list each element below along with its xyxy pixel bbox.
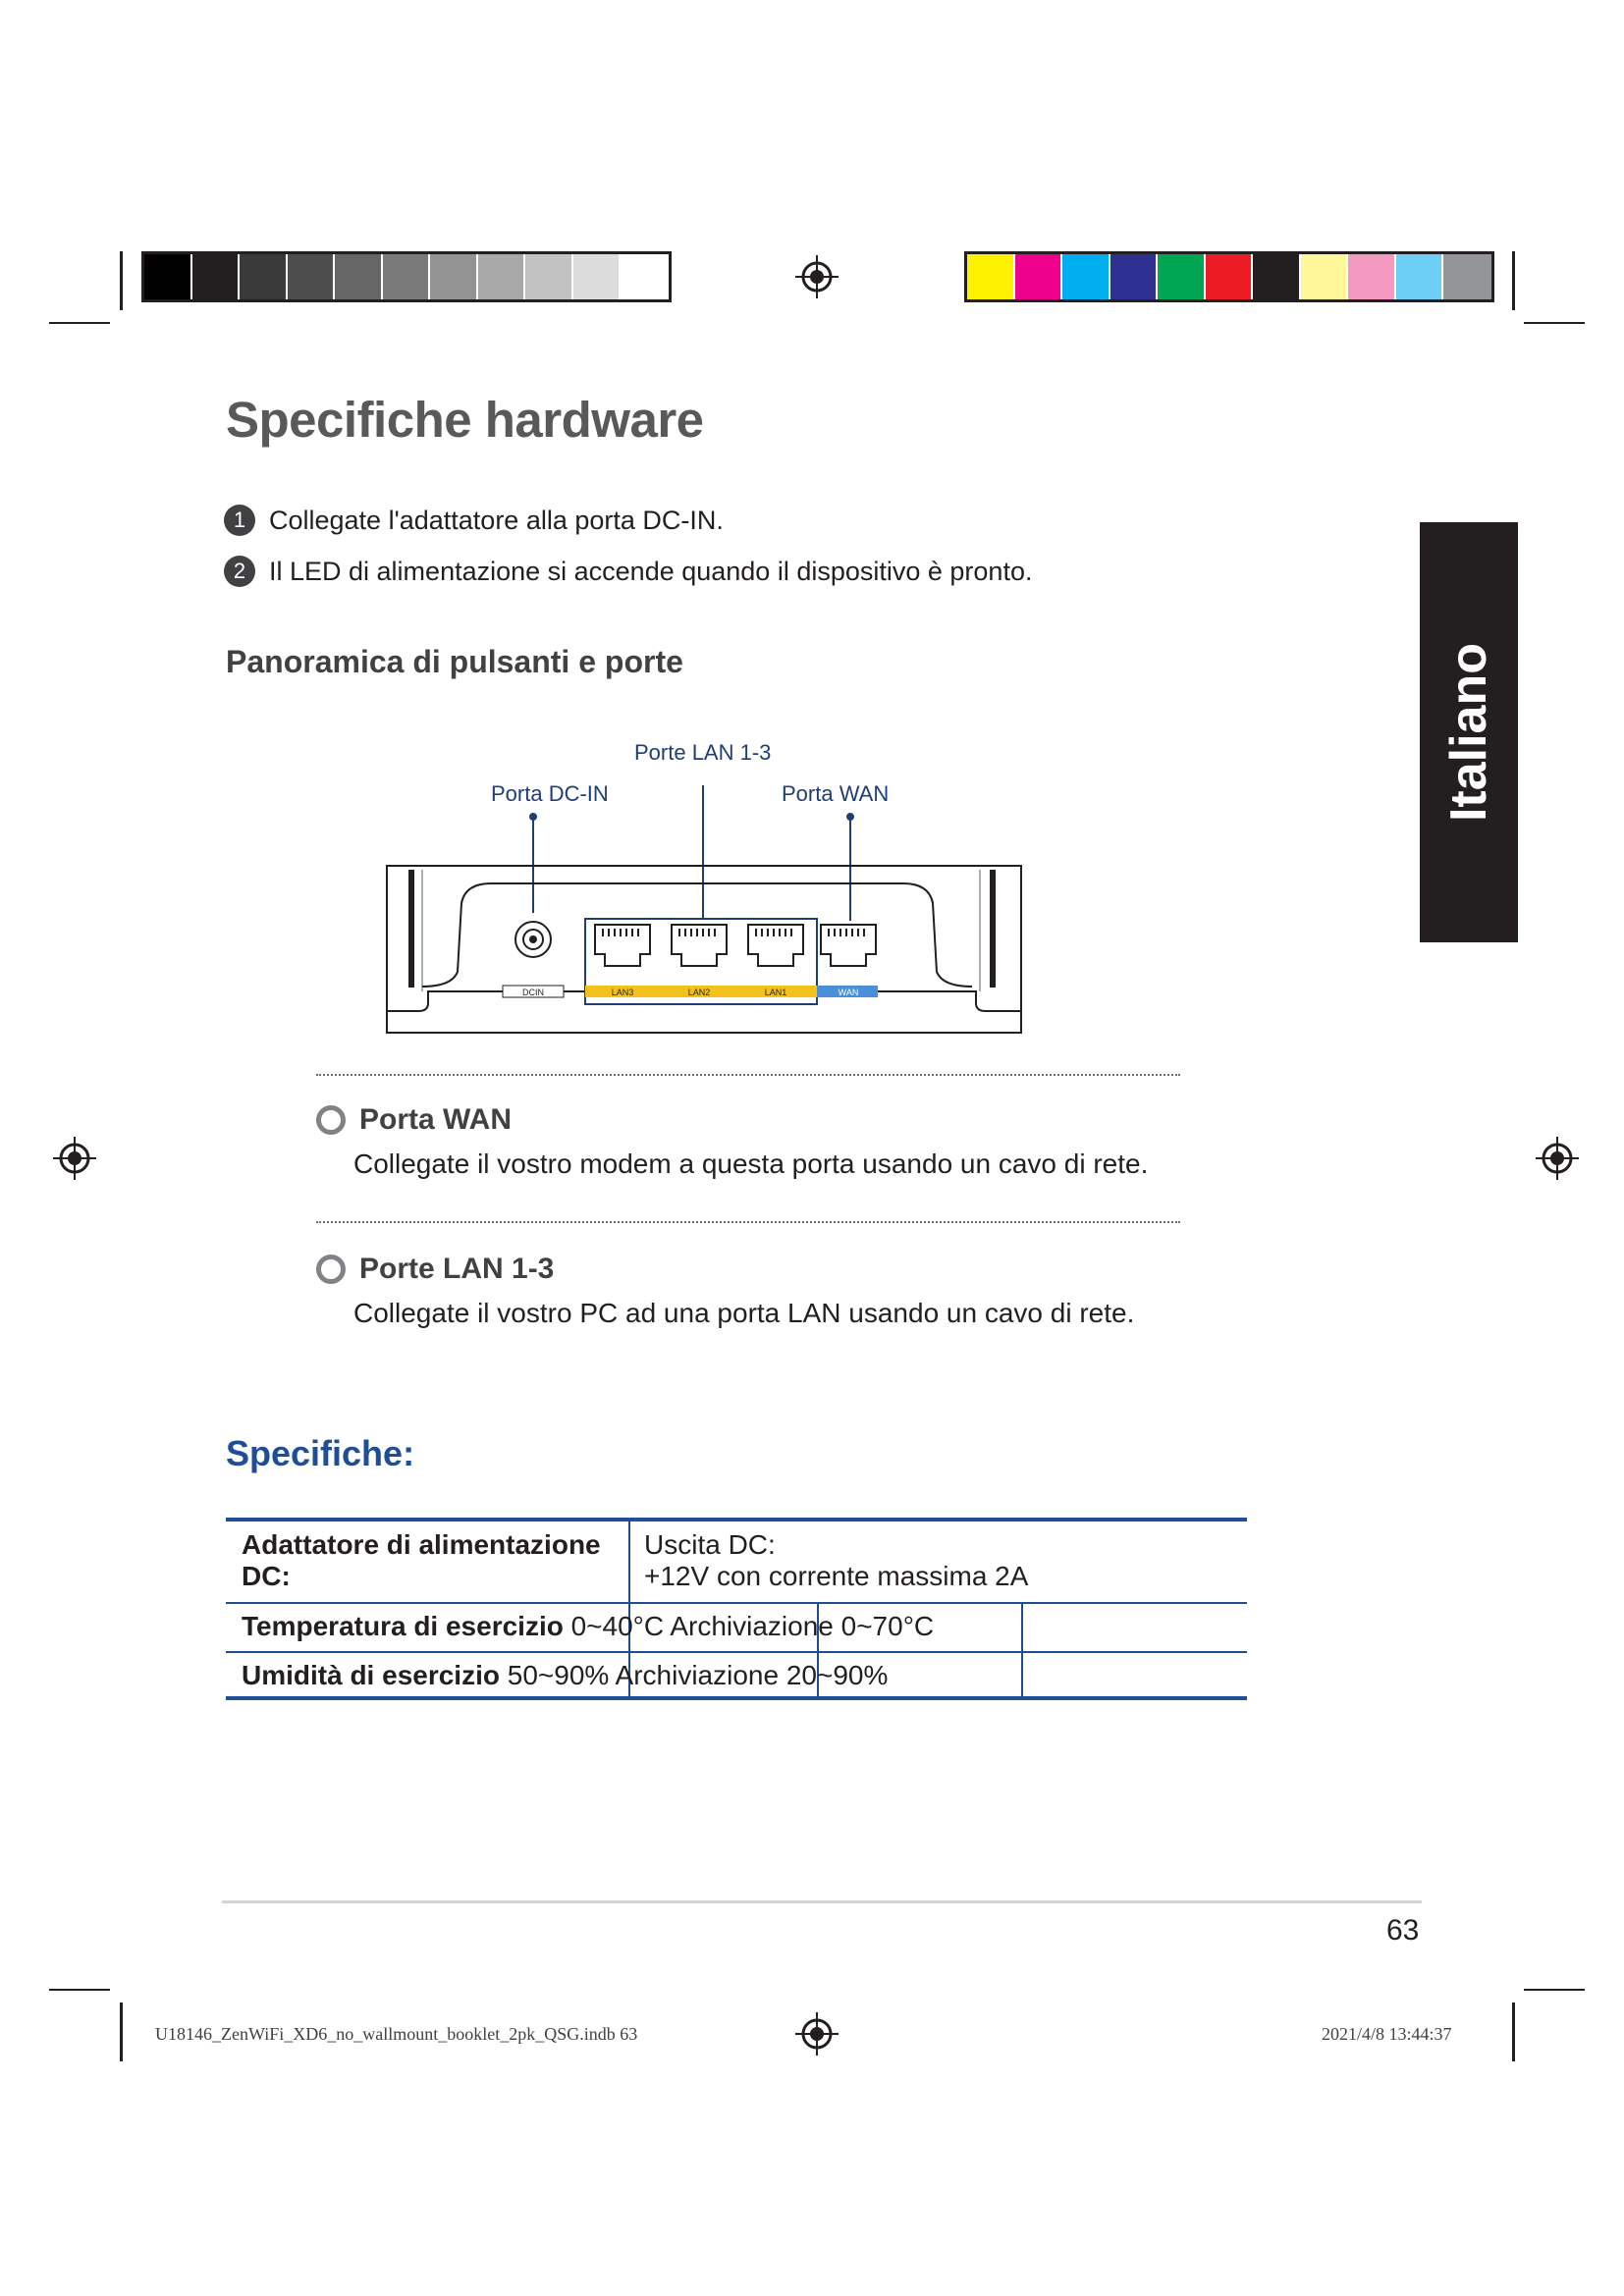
color-swatch-10 [1396,254,1444,299]
print-slug-timestamp: 2021/4/8 13:44:37 [1322,2024,1452,2044]
gray-swatch-2 [192,254,241,299]
feature-wan-title: Porta WAN [359,1103,513,1136]
gray-swatch-10 [573,254,622,299]
specs-title: Specifiche: [226,1433,415,1473]
feature-lan-heading [316,1253,554,1286]
gray-swatch-11 [621,254,669,299]
crop-mark-tl-v [120,251,123,310]
feature-wan-desc: Collegate il vostro modem a questa porta usando un cavo di rete. [353,1148,1149,1179]
step-text-2: Il LED di alimentazione si accende quando il dispositivo è pronto. [269,556,1033,586]
gray-swatch-1 [144,254,192,299]
crop-mark-tl-h [49,322,110,324]
router-back-panel-diagram [383,785,1031,1041]
crop-mark-bl-v [120,2002,123,2061]
circle-bullet-icon [316,1105,346,1135]
crop-mark-tr-h [1524,322,1585,324]
callout-wan-port: Porta WAN [782,781,890,806]
gray-swatch-8 [478,254,526,299]
step-number-2: 2 [224,556,255,587]
section-subtitle: Panoramica di pulsanti e porte [226,644,683,679]
color-swatch-1 [967,254,1015,299]
color-swatch-9 [1348,254,1396,299]
gray-swatch-5 [335,254,383,299]
callout-lan-ports: Porte LAN 1-3 [634,740,772,765]
feature-wan-heading [316,1103,512,1137]
circle-bullet-icon [316,1255,346,1284]
feature-lan-title: Porte LAN 1-3 [359,1253,555,1285]
color-swatch-5 [1158,254,1206,299]
port-label-lan3: LAN3 [611,988,634,997]
footer-rule [222,1900,1422,1903]
step-2 [224,556,1032,587]
gray-swatch-9 [525,254,573,299]
color-swatch-7 [1253,254,1301,299]
step-1 [224,505,724,536]
feature-lan-desc: Collegate il vostro PC ad una porta LAN usando un cavo di rete. [353,1298,1135,1328]
crop-mark-tr-v [1512,251,1515,310]
process-color-bar [964,251,1494,302]
crop-mark-bl-h [49,1989,110,1991]
grayscale-color-bar [141,251,672,302]
spec-row-3: Umidità di esercizio 50~90% Archiviazione 20~90% [242,1660,889,1690]
color-swatch-2 [1015,254,1063,299]
spec-row-1-value: Uscita DC: +12V con corrente massima 2A [644,1529,1029,1591]
registration-mark-icon [1536,1137,1579,1180]
step-number-1: 1 [224,505,255,536]
language-side-tab [1420,522,1518,942]
page-title: Specifiche hardware [226,392,704,448]
gray-swatch-6 [383,254,431,299]
crop-mark-br-h [1524,1989,1585,1991]
spec-row-1-label: Adattatore di alimentazione DC: [242,1529,601,1591]
print-slug-filename: U18146_ZenWiFi_XD6_no_wallmount_booklet_2pk_QSG.indb 63 [155,2024,638,2044]
crop-mark-br-v [1512,2002,1515,2061]
port-label-lan2: LAN2 [687,988,711,997]
step-text-1: Collegate l'adattatore alla porta DC-IN. [269,505,724,535]
divider [316,1074,1180,1076]
port-label-lan1: LAN1 [764,988,787,997]
registration-mark-icon [795,255,839,298]
color-swatch-8 [1301,254,1349,299]
page-number: 63 [1386,1914,1420,1947]
port-label-dcin: DCIN [522,988,544,997]
color-swatch-4 [1110,254,1159,299]
gray-swatch-7 [430,254,478,299]
port-label-wan: WAN [838,988,859,997]
registration-mark-icon [53,1137,96,1180]
gray-swatch-3 [240,254,288,299]
color-swatch-3 [1062,254,1110,299]
divider [316,1221,1180,1223]
spec-row-2: Temperatura di esercizio 0~40°C Archiviazione 0~70°C [242,1611,935,1641]
language-tab-label: Italiano [1440,642,1497,823]
callout-dcin-port: Porta DC-IN [491,781,609,806]
color-swatch-6 [1206,254,1254,299]
gray-swatch-4 [288,254,336,299]
color-swatch-11 [1443,254,1491,299]
registration-mark-icon [795,2012,839,2056]
specs-table [226,1518,1247,1700]
